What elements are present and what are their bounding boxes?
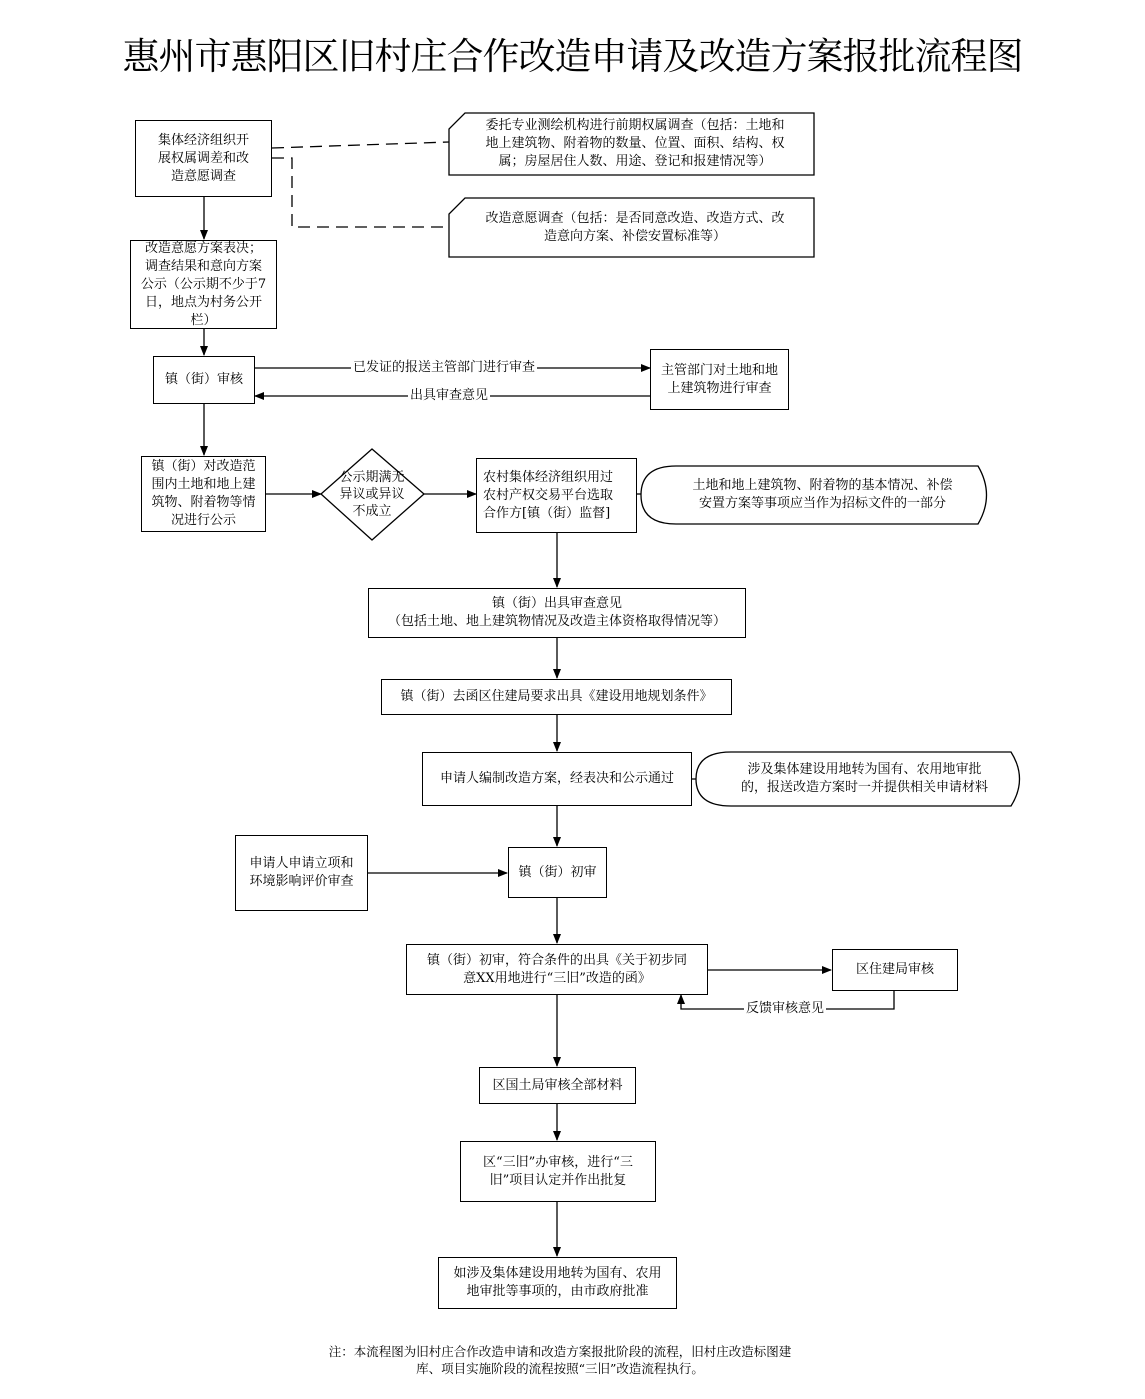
- dashed-link-branch: [272, 158, 449, 227]
- node-city-approval: 如涉及集体建设用地转为国有、农用 地审批等事项的，由市政府批准: [438, 1257, 677, 1309]
- node-sanjiu-office-approval: 区“三旧”办审核，进行“三 旧”项目认定并作出批复: [460, 1141, 656, 1202]
- node-no-objection-decision: 公示期满无 异议或异议 不成立: [339, 470, 405, 519]
- node-collective-survey: 集体经济组织开 展权属调差和改 造意愿调查: [135, 120, 272, 197]
- node-town-publicity: 镇（街）对改造范 围内土地和地上建 筑物、附着物等情 况进行公示: [141, 456, 266, 532]
- node-project-eia: 申请人申请立项和 环境影响评价审查: [235, 835, 368, 911]
- dashed-link-survey: [272, 142, 449, 148]
- node-preliminary-letter: 镇（街）初审，符合条件的出具《关于初步同 意XX用地进行“三旧”改造的函》: [406, 944, 708, 995]
- node-select-partner: 农村集体经济组织用过 农村产权交易平台选取 合作方[镇（街）监督]: [476, 458, 637, 533]
- node-planning-conditions: 镇（街）去函区住建局要求出具《建设用地规划条件》: [381, 679, 732, 715]
- node-tender-document-note: 土地和地上建筑物、附着物的基本情况、补偿 安置方案等事项应当作为招标文件的一部分: [692, 478, 953, 511]
- node-land-conversion-note: 涉及集体建设用地转为国有、农用地审批 的，报送改造方案时一并提供相关申请材料: [740, 762, 988, 795]
- edge-label-feedback: 反馈审核意见: [746, 1001, 825, 1016]
- node-department-review: 主管部门对土地和地 上建筑物进行审查: [650, 349, 789, 410]
- node-prepare-plan: 申请人编制改造方案，经表决和公示通过: [422, 752, 692, 806]
- edge-label-issue-opinion: 出具审查意见: [410, 388, 489, 403]
- page-title: 惠州市惠阳区旧村庄合作改造申请及改造方案报批流程图: [122, 35, 1023, 78]
- node-town-opinion: 镇（街）出具审查意见 （包括土地、地上建筑物情况及改造主体资格取得情况等）: [368, 588, 746, 638]
- edge-label-submit-department: 已发证的报送主管部门进行审查: [353, 360, 536, 375]
- node-housing-bureau-review: 区住建局审核: [832, 949, 958, 991]
- footnote: 注：本流程图为旧村庄合作改造申请和改造方案报批阶段的流程，旧村庄改造标图建 库、项目实施阶段的流程按照“三旧”改造流程执行。: [328, 1344, 792, 1376]
- node-land-bureau-review: 区国土局审核全部材料: [479, 1067, 636, 1104]
- node-vote-publicity: 改造意愿方案表决； 调查结果和意向方案 公示（公示期不少于7 日，地点为村务公开 栏）: [130, 240, 277, 329]
- node-ownership-survey: 委托专业测绘机构进行前期权属调查（包括：土地和 地上建筑物、附着物的数量、位置、面积、结构、权 属；房屋居住人数、用途、登记和报建情况等）: [485, 118, 785, 169]
- node-town-preliminary: 镇（街）初审: [508, 847, 607, 898]
- node-town-review: 镇（街）审核: [153, 356, 255, 404]
- node-willingness-survey: 改造意愿调查（包括：是否同意改造、改造方式、改 造意向方案、补偿安置标准等）: [485, 210, 785, 244]
